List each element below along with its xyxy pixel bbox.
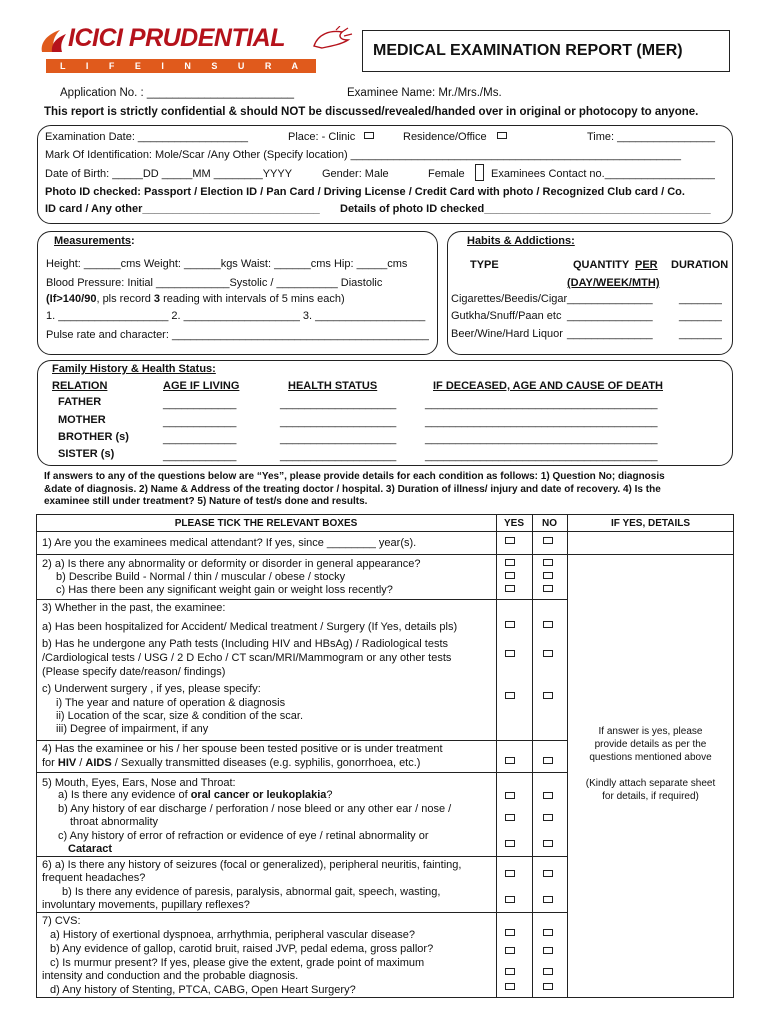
logo-wordmark: ICICI PRUDENTIAL	[68, 24, 285, 52]
bp-threshold: (If>140/90	[46, 293, 97, 305]
family-health-field[interactable]: ___________________	[280, 433, 397, 445]
table-header-no: NO	[542, 518, 557, 529]
habit-quantity-field[interactable]: ______________	[567, 328, 653, 340]
logo-lion-icon	[308, 26, 354, 52]
question-5c-line-2: Cataract	[68, 843, 113, 855]
habit-quantity-field[interactable]: ______________	[567, 310, 653, 322]
question-4-line-2	[42, 757, 420, 769]
question-6b-line-2: involuntary movements, pupillary reflexes?	[42, 899, 250, 911]
family-deceased-field[interactable]: ______________________________________	[425, 416, 658, 428]
photo-id-details-field[interactable]: Details of photo ID checked_____________________________________	[340, 203, 711, 215]
question-4-line-1: 4) Has the examinee or his / her spouse been tested positive or is under treatment	[42, 743, 443, 755]
question-3: 3) Whether in the past, the examinee:	[42, 602, 226, 614]
no-checkbox[interactable]	[543, 572, 553, 579]
question-3b-line-2: /Cardiological tests / USG / 2 D Echo / CT scan/MRI/Mammogram or any other tests	[42, 652, 452, 664]
yes-checkbox[interactable]	[505, 650, 515, 657]
habits-col-quantity: QUANTITY	[573, 259, 630, 271]
family-history-heading: Family History & Health Status:	[52, 363, 216, 375]
family-col-age: AGE IF LIVING	[163, 380, 240, 392]
measurements-heading	[54, 235, 135, 247]
details-note-3: questions mentioned above	[589, 752, 712, 763]
q4-std: / Sexually transmitted diseases (e.g. syphilis, gonorrhoea, etc.)	[111, 757, 421, 769]
question-7a: a) History of exertional dyspnoea, arrhythmia, peripheral vascular disease?	[50, 929, 416, 941]
family-health-field[interactable]: ___________________	[280, 416, 397, 428]
female-checkbox[interactable]	[475, 164, 484, 181]
yes-checkbox[interactable]	[505, 814, 515, 821]
yes-checkbox[interactable]	[505, 757, 515, 764]
yes-checkbox[interactable]	[505, 929, 515, 936]
habits-col-duration: DURATION	[671, 259, 729, 271]
family-relation: MOTHER	[58, 414, 106, 426]
habit-type: Beer/Wine/Hard Liquor	[451, 328, 563, 340]
no-checkbox[interactable]	[543, 621, 553, 628]
question-5: 5) Mouth, Eyes, Ears, Nose and Throat:	[42, 777, 236, 789]
q4-hiv: HIV	[57, 757, 77, 769]
question-3a: a) Has been hospitalized for Accident/ Medical treatment / Surgery (If Yes, details pls)	[42, 621, 458, 633]
no-checkbox[interactable]	[543, 537, 553, 544]
family-relation: SISTER (s)	[58, 448, 115, 460]
question-6b-line-1: b) Is there any evidence of paresis, paralysis, abnormal gait, speech, wasting,	[62, 886, 441, 898]
measurements-colon: :	[131, 235, 135, 247]
yes-checkbox[interactable]	[505, 621, 515, 628]
habit-type: Gutkha/Snuff/Paan etc	[451, 310, 562, 322]
no-checkbox[interactable]	[543, 585, 553, 592]
family-health-field[interactable]: ___________________	[280, 398, 397, 410]
yes-checkbox[interactable]	[505, 983, 515, 990]
bp-instruction	[46, 293, 345, 305]
habits-col-type: TYPE	[470, 259, 499, 271]
family-relation: BROTHER (s)	[58, 431, 129, 443]
yes-checkbox[interactable]	[505, 537, 515, 544]
application-no-field[interactable]: Application No. : _______________________	[60, 87, 295, 99]
page-title: MEDICAL EXAMINATION REPORT (MER)	[373, 42, 683, 59]
yes-checkbox[interactable]	[505, 840, 515, 847]
habit-duration-field[interactable]: _______	[679, 293, 722, 305]
family-health-field[interactable]: ___________________	[280, 450, 397, 462]
question-6a-line-2: frequent headaches?	[42, 872, 146, 884]
yes-checkbox[interactable]	[505, 692, 515, 699]
details-note-4: (Kindly attach separate sheet	[585, 778, 716, 789]
family-col-health: HEALTH STATUS	[288, 380, 378, 392]
place-clinic-label: Place: - Clinic	[288, 131, 356, 143]
family-age-field[interactable]: ____________	[163, 398, 237, 410]
question-1: 1) Are you the examinees medical attendant? If yes, since ________ year(s).	[42, 537, 417, 549]
family-deceased-field[interactable]: ______________________________________	[425, 398, 658, 410]
question-3b-line-3: (Please specify date/reason/ findings)	[42, 666, 226, 678]
yes-checkbox[interactable]	[505, 947, 515, 954]
question-5a	[58, 789, 333, 801]
examinee-name-field[interactable]: Examinee Name: Mr./Mrs./Ms.	[347, 87, 502, 99]
blood-pressure-field[interactable]: Blood Pressure: Initial ____________Systolic / __________ Diastolic	[46, 277, 383, 289]
q5a-bold: oral cancer or leukoplakia	[190, 789, 327, 801]
contact-no-field[interactable]: Examinees Contact no.__________________	[491, 168, 715, 180]
no-checkbox[interactable]	[543, 870, 553, 877]
no-checkbox[interactable]	[543, 650, 553, 657]
residence-office-checkbox[interactable]	[497, 132, 507, 139]
family-age-field[interactable]: ____________	[163, 433, 237, 445]
no-checkbox[interactable]	[543, 983, 553, 990]
yes-checkbox[interactable]	[505, 792, 515, 799]
time-field[interactable]: Time: ________________	[587, 131, 716, 143]
instructions-line-1: If answers to any of the questions below are “Yes”, please provide details for each condition as follows: 1) Question No; diagnosis	[44, 471, 665, 482]
question-7c-line-1: c) Is murmur present? If yes, please give the extent, grade point of maximum	[50, 957, 425, 969]
details-note-5: for details, if required)	[602, 791, 699, 802]
photo-id-line: Photo ID checked: Passport / Election ID / Pan Card / Driving License / Credit Card with photo / Recognized Club card / Co.	[45, 186, 685, 198]
yes-checkbox[interactable]	[505, 870, 515, 877]
q5a-q: ?	[326, 789, 333, 801]
family-col-relation: RELATION	[52, 380, 108, 392]
question-2b: b) Describe Build - Normal / thin / muscular / obese / stocky	[56, 571, 346, 583]
question-6a-line-1: 6) a) Is there any history of seizures (focal or generalized), peripheral neuritis, fainting,	[42, 859, 462, 871]
question-2c: c) Has there been any significant weight gain or weight loss recently?	[56, 584, 393, 596]
examination-date-field[interactable]: Examination Date: __________________	[45, 131, 249, 143]
bp-readings-field[interactable]: 1. __________________ 2. ___________________ 3. __________________	[46, 310, 426, 322]
question-2a: 2) a) Is there any abnormality or deformity or disorder in general appearance?	[42, 558, 421, 570]
question-5b-line-2: throat abnormality	[70, 816, 159, 828]
question-3c: c) Underwent surgery , if yes, please specify:	[42, 683, 261, 695]
logo-flame-icon	[38, 28, 70, 54]
q4-sep: /	[76, 757, 86, 769]
family-col-deceased: IF DECEASED, AGE AND CAUSE OF DEATH	[433, 380, 663, 392]
family-age-field[interactable]: ____________	[163, 450, 237, 462]
family-relation: FATHER	[58, 396, 102, 408]
no-checkbox[interactable]	[543, 692, 553, 699]
confidential-notice: This report is strictly confidential & should NOT be discussed/revealed/handed over in original or photocopy to anyone.	[44, 106, 699, 118]
family-deceased-field[interactable]: ______________________________________	[425, 433, 658, 445]
q5a-text: a) Is there any evidence of	[58, 789, 191, 801]
no-checkbox[interactable]	[543, 929, 553, 936]
question-3c-i: i) The year and nature of operation & diagnosis	[56, 697, 286, 709]
no-checkbox[interactable]	[543, 896, 553, 903]
table-header-details: IF YES, DETAILS	[610, 518, 691, 529]
no-checkbox[interactable]	[543, 840, 553, 847]
question-7: 7) CVS:	[42, 915, 81, 927]
habits-heading: Habits & Addictions:	[467, 235, 575, 247]
no-checkbox[interactable]	[543, 968, 553, 975]
yes-checkbox[interactable]	[505, 559, 515, 566]
question-5c-line-1: c) Any history of error of refraction or evidence of eye / retinal abnormality or	[58, 830, 429, 842]
habit-duration-field[interactable]: _______	[679, 310, 722, 322]
habit-type: Cigarettes/Beedis/Cigar	[451, 293, 568, 305]
bp-instruction-tail: reading with intervals of 5 mins each)	[160, 293, 345, 305]
question-3b-line-1: b) Has he undergone any Path tests (Including HIV and HBsAg) / Radiological tests	[42, 638, 449, 650]
bp-readings-count: 3	[153, 293, 161, 305]
no-checkbox[interactable]	[543, 947, 553, 954]
details-note-1: If answer is yes, please	[598, 726, 703, 737]
question-5b-line-1: b) Any history of ear discharge / perforation / nose bleed or any other ear / nose /	[58, 803, 452, 815]
instructions-line-2: &date of diagnosis. 2) Name & Address of the treating doctor / hospital. 3) Duration of illness/ injury and date of recovery. 4) Is the	[44, 484, 661, 495]
habits-col-unit: (DAY/WEEK/MTH)	[567, 277, 660, 289]
q4-for: for	[42, 757, 58, 769]
residence-office-label: Residence/Office	[403, 131, 487, 143]
measurements-title: Measurements	[54, 235, 132, 247]
details-note-2: provide details as per the	[594, 739, 707, 750]
question-3c-iii: iii) Degree of impairment, if any	[56, 723, 209, 735]
habits-col-per: PER	[635, 259, 658, 271]
table-header-main: PLEASE TICK THE RELEVANT BOXES	[174, 518, 358, 529]
instructions-line-3: examinee still under treatment? 5) Nature of test/s done and results.	[44, 496, 368, 507]
logo-tagline: L I F E I N S U R A N C E	[46, 59, 316, 73]
family-deceased-field[interactable]: ______________________________________	[425, 450, 658, 462]
no-checkbox[interactable]	[543, 559, 553, 566]
date-of-birth-field[interactable]: Date of Birth: _____DD _____MM ________YYYY	[45, 168, 293, 180]
mark-of-identification-field[interactable]: Mark Of Identification: Mole/Scar /Any Other (Specify location) ______________________________________________________	[45, 149, 682, 161]
body-measurements-field[interactable]: Height: ______cms Weight: ______kgs Waist: ______cms Hip: _____cms	[46, 258, 408, 270]
question-7d: d) Any history of Stenting, PTCA, CABG, Open Heart Surgery?	[50, 984, 356, 996]
yes-checkbox[interactable]	[505, 896, 515, 903]
title-box	[362, 30, 730, 72]
question-7c-line-2: intensity and conduction and the probable diagnosis.	[42, 970, 299, 982]
habit-duration-field[interactable]: _______	[679, 328, 722, 340]
family-age-field[interactable]: ____________	[163, 416, 237, 428]
pulse-rate-field[interactable]: Pulse rate and character: __________________________________________	[46, 329, 429, 341]
yes-checkbox[interactable]	[505, 585, 515, 592]
no-checkbox[interactable]	[543, 757, 553, 764]
question-3c-ii: ii) Location of the scar, size & condition of the scar.	[56, 710, 304, 722]
id-card-field[interactable]: ID card / Any other_____________________________	[45, 203, 320, 215]
yes-checkbox[interactable]	[505, 968, 515, 975]
question-7b: b) Any evidence of gallop, carotid bruit, raised JVP, pedal edema, gross pallor?	[50, 943, 434, 955]
no-checkbox[interactable]	[543, 814, 553, 821]
habit-quantity-field[interactable]: ______________	[567, 293, 653, 305]
gender-female-label: Female	[428, 168, 465, 180]
q4-aids: AIDS	[85, 757, 112, 769]
no-checkbox[interactable]	[543, 792, 553, 799]
gender-male-label: Gender: Male	[322, 168, 389, 180]
yes-checkbox[interactable]	[505, 572, 515, 579]
bp-instruction-text: , pls record	[96, 293, 154, 305]
clinic-checkbox[interactable]	[364, 132, 374, 139]
table-header-yes: YES	[503, 518, 524, 529]
